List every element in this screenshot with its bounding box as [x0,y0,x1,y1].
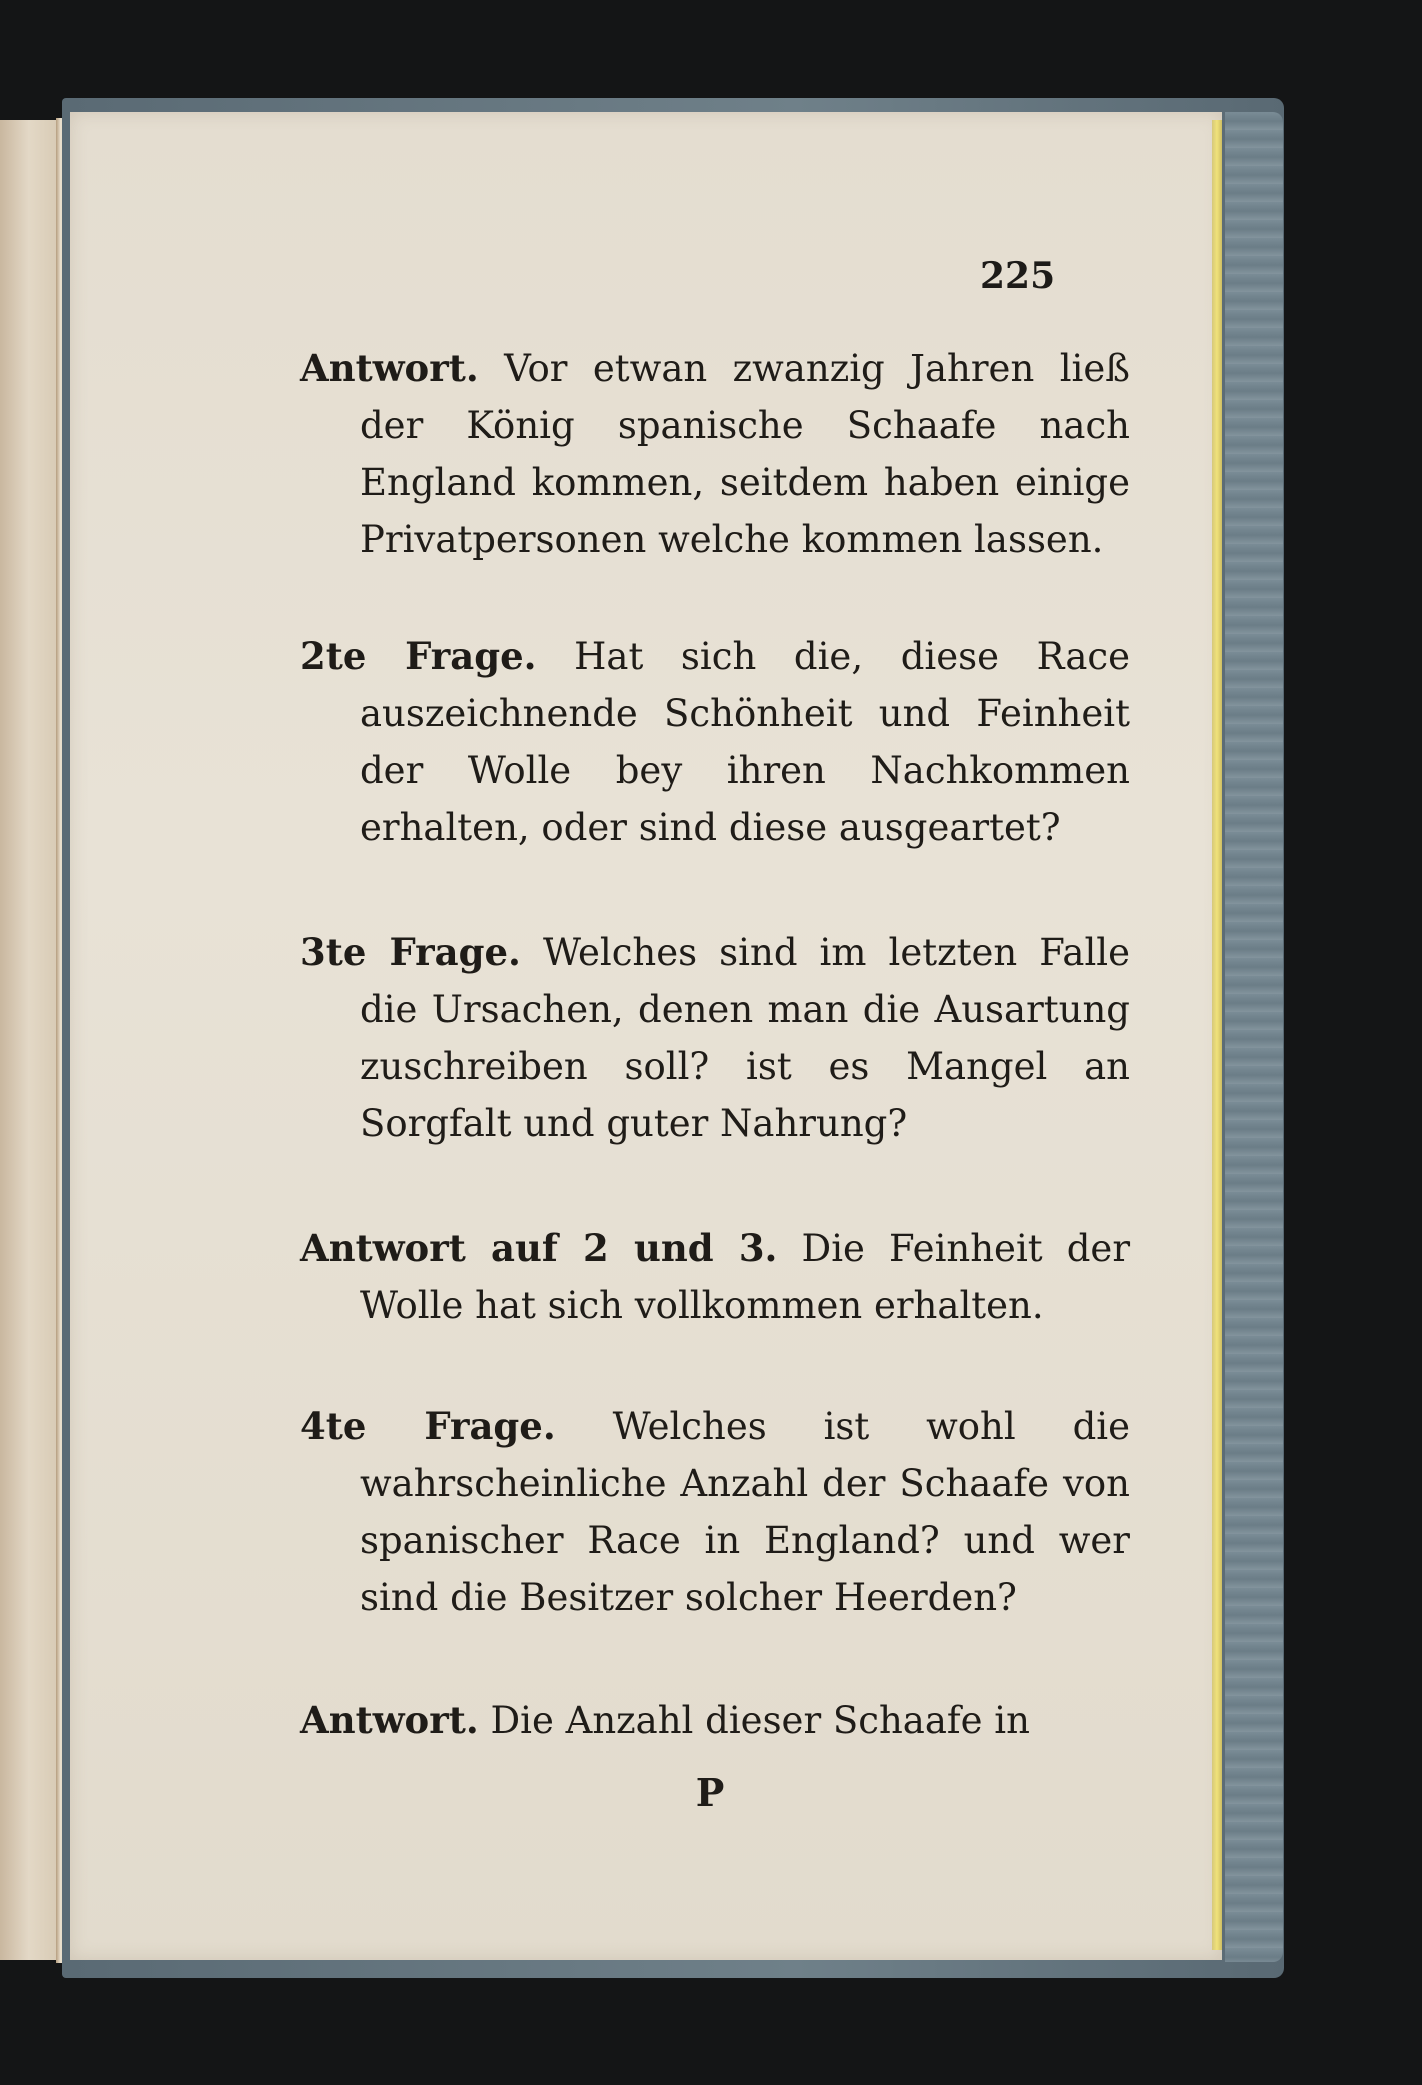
book-cover-edge [1225,112,1283,1962]
paragraph-question-3 [300,924,1130,1152]
paragraph-text: Welches sind im letzten Falle die Ursachen, denen man die Ausartung zuschreiben soll? ist es Mangel an Sorgfalt und guter Nahrung? [360,931,1131,1145]
paragraph-label: Antwort auf 2 und 3. [300,1226,778,1270]
paragraph-question-2 [300,628,1130,856]
catchword: P [695,1770,725,1815]
paragraph-text: Hat sich die, diese Race auszeichnende Schönheit und Feinheit der Wolle bey ihren Nachkommen erhalten, oder sind diese ausgeartet? [360,635,1131,849]
paragraph-answer-4 [300,1692,1130,1749]
paragraph-label: Antwort. [300,1698,479,1742]
paragraph-label: Antwort. [300,346,479,390]
paragraph-question-4 [300,1398,1130,1626]
paragraph-text: Die Anzahl dieser Schaafe in [490,1699,1030,1742]
paragraph-answer-2-3 [300,1220,1130,1334]
paragraph-text: Die Feinheit der Wolle hat sich vollkommen erhalten. [360,1227,1131,1327]
page-gilt-edge [1212,120,1222,1950]
paragraph-text: Welches ist wohl die wahrscheinliche Anzahl der Schaafe von spanischer Race in England? und wer sind die Besitzer solcher Heerden? [360,1405,1130,1619]
paragraph-label: 4te Frage. [300,1404,556,1448]
paragraph-text: Vor etwan zwanzig Jahren ließ der König spanische Schaafe nach England kommen, seitdem haben einige Privatpersonen welche kommen lassen. [360,347,1131,561]
page-number: 225 [980,255,1056,297]
paragraph-label: 2te Frage. [300,634,537,678]
paragraph-label: 3te Frage. [300,930,521,974]
paragraph-answer-1 [300,340,1130,568]
